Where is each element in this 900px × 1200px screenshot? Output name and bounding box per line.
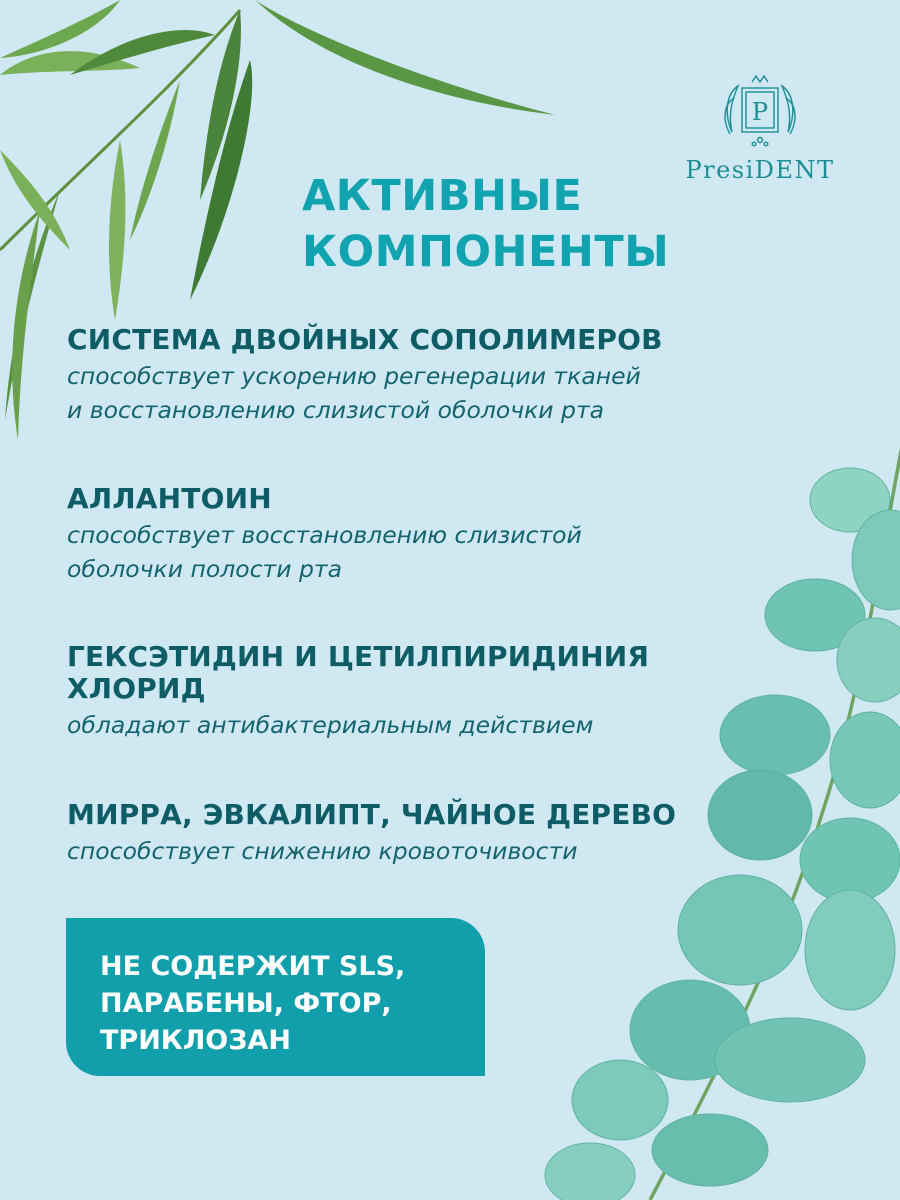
- ingredient-heading: СИСТЕМА ДВОЙНЫХ СОПОЛИМЕРОВ: [67, 323, 663, 356]
- crest-icon: [718, 74, 802, 154]
- ingredient-allantoin: [67, 483, 757, 586]
- ingredient-heading: АЛЛАНТОИН: [67, 482, 272, 515]
- banner-line: НЕ СОДЕРЖИТ SLS,: [100, 951, 406, 982]
- logo-monogram: P: [751, 98, 769, 126]
- ingredient-copolymers: [67, 324, 757, 427]
- ingredient-heading: МИРРА, ЭВКАЛИПТ, ЧАЙНОЕ ДЕРЕВО: [67, 798, 677, 831]
- page-title: [302, 168, 669, 280]
- ingredient-description: обладают антибактериальным действием: [67, 711, 594, 739]
- ingredient-myrrh-eucalyptus: [67, 799, 757, 868]
- ingredient-hexetidine: [67, 641, 757, 742]
- banner-line: ТРИКЛОЗАН: [100, 1025, 291, 1056]
- ingredient-description: способствует ускорению регенерации тканей и восстановлению слизистой оболочки рта: [67, 362, 641, 424]
- brand-name: PresiDENT: [685, 156, 835, 184]
- ingredient-description: способствует снижению кровоточивости: [67, 837, 578, 865]
- ingredient-description: способствует восстановлению слизистой оболочки полости рта: [67, 521, 582, 583]
- free-from-banner: [66, 918, 485, 1076]
- title-line-1: АКТИВНЫЕ: [302, 171, 583, 221]
- banner-line: ПАРАБЕНЫ, ФТОР,: [100, 988, 392, 1019]
- title-line-2: КОМПОНЕНТЫ: [302, 227, 670, 277]
- ingredient-heading: ГЕКСЭТИДИН И ЦЕТИЛПИРИДИНИЯ ХЛОРИД: [67, 640, 650, 705]
- brand-logo: [660, 74, 860, 194]
